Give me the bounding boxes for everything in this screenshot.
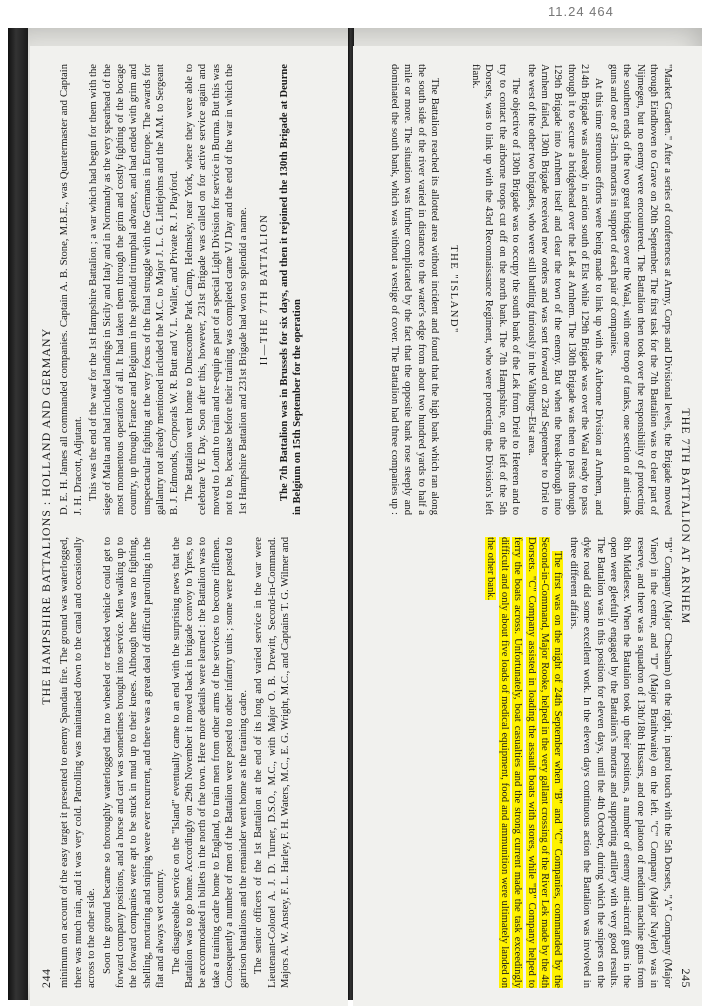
right-running-head (679, 64, 692, 988)
right-paragraph: "Market Garden." After a series of conferences at Army, Corps and Divisional levels, the Brigade moved through Eindhoven to Grave on 20th September. The first task for the 7th Battalion was to clear part of Nijmegen, but no enemy were encountered. The Battalion then took over the responsibility of protecting the southern ends of the two great bridges over the Waal, with one troop of tanks, one section of anti-tank guns and one of 3-inch mortars in support of each pair of companies. (607, 64, 673, 515)
left-paragraph: The senior officers of the 1st Battalion at the end of its long and varied service in the war were Lieutenant-Colonel A. J. D. Turner, D.S.O., M.C., with Major O. B. Drewitt, Second-in-Command. Majors A. W. Anstey, F. L. Harley, F. H. Waters, M.C., E. G. Wright, M.C., and Captains T. G. Wilmer and D. E. H. James all commanded companies. Captain A. B. Stone, M.B.E., was Quartermaster and Captain J. H. Dracott, Adjutant. (59, 64, 291, 988)
right-page-rotated-content (353, 46, 702, 1006)
left-running-title: THE HAMPSHIRE BATTALIONS : HOLLAND AND GERMANY (39, 327, 53, 705)
highlighter-mark: The first was on the night of 24th September when "B" and "C" Companies, commanded by the Second-in-Command, Major Rooke, helped in the very gallant crossing of the River Lek made by the 4th Dorsets. "C" Company assisted in loading the assault boats with stores, while "B" Company helped to ferry the boats across. Unfortunately, boat casualties and the strong current made the task exceedingly difficult and only about five loads of medical equipment, food and ammunition were ultimately landed on the other bank. (485, 537, 564, 988)
right-running-title: THE 7TH BATTALION AT ARNHEM (679, 408, 693, 625)
highlighted-paragraph (484, 537, 564, 988)
left-section-heading: II—THE 7TH BATTALION (259, 213, 271, 366)
right-paragraph: The objective of 130th Brigade was to occupy the south bank of the Lek from Driel to Heteren and to try to contact the airborne troops cut off on the north bank. The 7th Hampshire, on the left of the 5th Dorsets, was to link up with the 43rd Reconnaissance Regiment, who were protecting the Division's left flank. (469, 64, 522, 515)
left-shadow (8, 28, 28, 1000)
left-body (58, 64, 318, 988)
left-running-head (40, 64, 53, 988)
left-page-number: 244 (39, 968, 53, 988)
right-page-number: 245 (679, 968, 693, 988)
left-paragraph: Soon the ground became so thoroughly waterlogged that no wheeled or tracked vehicle could get to forward company positions, and a horse and cart was sometimes brought into service. Men walking up to the forward companies were apt to be stuck in mud up to their knees. Although there was no fighting, shelling, mortaring and sniping were ever recurrent, and there was a great deal of difficult patrolling in the flat and always wet country. (101, 537, 167, 988)
right-page (353, 46, 702, 1006)
archive-stamp: 11.24 464 (548, 4, 614, 19)
right-paragraph: At this time strenuous efforts were being made to link up with the Airborne Division at Arnhem, and 214th Brigade was already in action south of Elst while 129th Brigade was over the Waal ready to pass through it to secure a bridgehead over the Lek at Arnhem. The 130th Brigade was then to pass through 129th Brigade into Arnhem itself and clear the town of the enemy. But when the break-through into Arnhem failed, 130th Brigade received new orders and was sent forward on 23rd September to Driel to the west of the other two brigades, who were still battling furiously in the Valburg–Elst area. (525, 64, 604, 515)
left-paragraph: minimum on account of the easy target it presented to enemy Spandau fire. The ground was waterlogged, there was much rain, and it was very cold. Patrolling was maintained down to the canal and occasionally across to the other side. (59, 537, 98, 988)
left-paragraph: The Battalion went home to Dunscombe Park Camp, Helmsley, near York, where they were able to celebrate VE Day. Soon after this, however, 231st Brigade was called on for active service again and moved to Louth to train and re-equip as part of a special Light Division for service in Burma. But this was not to be, because before their training was completed came VJ Day and the end of the war in which the 1st Hampshire Battalion and 231st Brigade had won so splendid a name. (184, 64, 249, 515)
right-body (382, 64, 674, 988)
left-paragraph: This was the end of the war for the 1st Hampshire Battalion ; a war which had begun for them with the siege of Malta and had included landings in Sicily and Italy and in Normandy as the very spearhead of the most momentous operation of all. It had taken them through the grim and costly fighting of the bocage country, up through France and Belgium in the splendid triumphal advance, and had ended with grim and unspectacular fighting at the very focus of the final struggle with the Germans in Europe. The awards for gallantry not already mentioned included the M.C. to Major J. L. G. Littlejohns and the M.M. to Sergeant B. J. Edmonds, Corporals W. R. Butt and V. L. Waller, and Private R. J. Playford. (88, 64, 180, 515)
scanned-spread (8, 28, 702, 1000)
left-page-rotated-content (30, 46, 348, 1006)
left-page (30, 46, 348, 1006)
right-section-heading: THE "ISLAND" (448, 245, 460, 334)
right-paragraph: The Battalion reached its allotted area without incident and found that the high bank which ran along the south side of the river varied in distance to the water's edge from about two hundred yards to half a mile or more. The situation was further complicated by the fact that the opposite bank rose steeply and dominated the south bank, which was without a vestige of cover. The Battalion had three companies up : "B" Company (Major Chesham) on the right, in patrol touch with the 5th Dorsets, "A" Company (Major Viner) in the centre, and "D" (Major Braithwaite) on the left. "C" Company (Major Nayler) was in reserve, and there was a squadron of 13th/18th Hussars, and one platoon of medium machine guns from 8th Middlesex. When the Battalion took up their positions, a number of enemy anti-aircraft guns in the open were gleefully engaged by the Battalion's mortars and supporting artillery with very good results. The Battalion was in this position for eleven days, until the 4th October, during which the snipers on the dyke road did some excellent work. In the eleven days continuous action the Battalion was involved in three different affairs. (388, 64, 673, 988)
left-closing-paragraph: The 7th Battalion was in Brussels for six days, and then it rejoined the 130th Brigade at Deurne in Belgium on 15th September for the operation (278, 64, 303, 515)
left-paragraph: The disagreeable service on the "Island" eventually came to an end with the surprising news that the Battalion was to go home. Accordingly on 29th November it moved back in brigade convoy to Ypres, to be accommodated in billets in the north of the town. Here more details were learned : the Battalion was to take a training cadre home to England, to train men from other arms of the services to become riflemen. Consequently a number of men of the Battalion were posted to other infantry units ; some were posted to garrison battalions and the remainder went home as the training cadre. (170, 537, 249, 988)
